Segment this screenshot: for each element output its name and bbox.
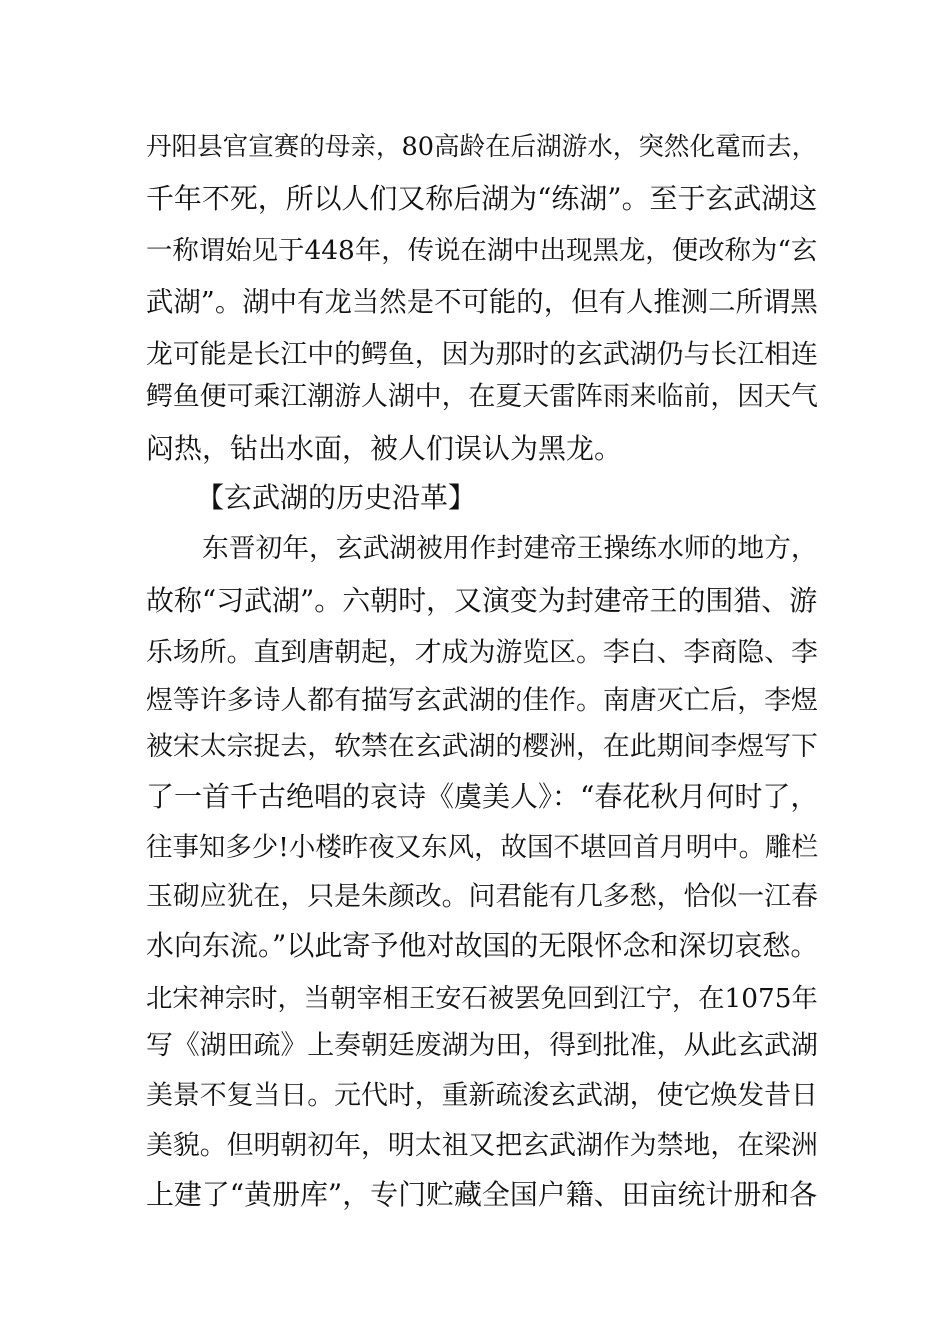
text-line: 千年不死，所以人们又称后湖为“练湖”。至于玄武湖这 — [146, 182, 818, 215]
text-line: 水向东流。”以此寄予他对故国的无限怀念和深切哀愁。 — [146, 929, 819, 962]
text-line: 鳄鱼便可乘江潮游人湖中，在夏天雷阵雨来临前，因天气 — [146, 381, 818, 412]
text-line: 北宋神宗时，当朝宰相王安石被罢免回到江宁，在1075年 — [146, 984, 818, 1014]
text-line: 东晋初年，玄武湖被用作封建帝王操练水师的地方， — [202, 533, 818, 564]
text-line: 美景不复当日。元代时，重新疏浚玄武湖，使它焕发昔日 — [146, 1080, 818, 1111]
section-heading: 【玄武湖的历史沿革】 — [196, 481, 477, 514]
text-line: 丹阳县官宣赛的母亲，80高龄在后湖游水，突然化鼋而去， — [146, 132, 818, 162]
text-line: 被宋太宗捉去，软禁在玄武湖的樱洲，在此期间李煜写下 — [146, 731, 818, 762]
text-line: 美貌。但明朝初年，明太祖又把玄武湖作为禁地，在梁洲 — [146, 1130, 818, 1161]
text-line: 玉砌应犹在，只是朱颜改。问君能有几多愁，恰似一江春 — [146, 881, 818, 912]
text-line: 煜等许多诗人都有描写玄武湖的佳作。南唐灭亡后，李煜 — [146, 685, 818, 716]
text-line: 武湖”。湖中有龙当然是不可能的，但有人推测二所谓黑 — [146, 287, 818, 318]
text-line: 往事知多少!小楼昨夜又东风，故国不堪回首月明中。雕栏 — [146, 832, 818, 863]
text-line: 龙可能是长江中的鳄鱼，因为那时的玄武湖仍与长江相连 — [146, 339, 818, 370]
text-line: 一称谓始见于448年，传说在湖中出现黑龙，便改称为“玄 — [146, 235, 818, 266]
text-line: 写《湖田疏》上奏朝廷废湖为田，得到批准，从此玄武湖 — [146, 1030, 818, 1061]
text-line: 故称“习武湖”。六朝时，又演变为封建帝王的围猎、游 — [146, 584, 818, 617]
text-line: 了一首千古绝唱的哀诗《虞美人》：“春花秋月何时了， — [146, 780, 819, 813]
text-line: 乐场所。直到唐朝起，才成为游览区。李白、李商隐、李 — [146, 637, 818, 668]
text-line: 上建了“黄册库”，专门贮藏全国户籍、田亩统计册和各 — [146, 1178, 818, 1211]
text-line: 闷热，钻出水面，被人们误认为黑龙。 — [146, 432, 623, 465]
